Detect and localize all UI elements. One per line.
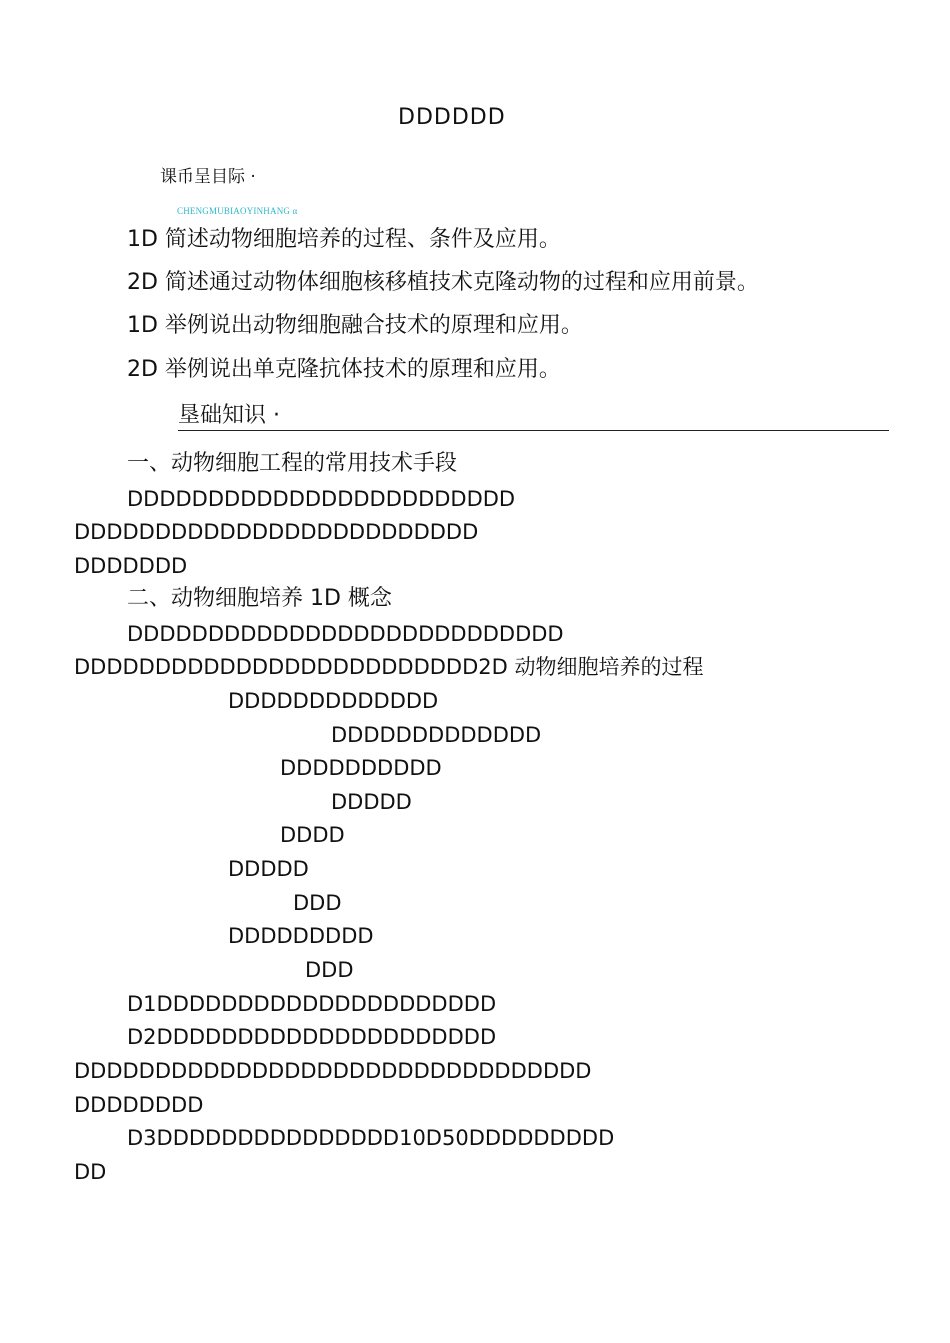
objective-item: 1D 举例说出动物细胞融合技术的原理和应用。 (127, 313, 583, 338)
body-line: D2DDDDDDDDDDDDDDDDDDDDD (127, 1025, 497, 1049)
process-step: DDDDDDDDDDDDD (331, 723, 542, 747)
document-title: DDDDDD (398, 105, 506, 130)
body-line: D1DDDDDDDDDDDDDDDDDDDDD (127, 992, 497, 1016)
objective-item: 2D 举例说出单克隆抗体技术的原理和应用。 (127, 357, 561, 382)
objectives-heading: 课币呈目际 · (160, 167, 256, 187)
process-step: DDDDD (228, 857, 309, 881)
body-line: DDDDDDD (74, 554, 188, 578)
body-line: DDDDDDDDDDDDDDDDDDDDDDDDDDDDDDDD (74, 1059, 592, 1083)
body-line: DDDDDDDDDDDDDDDDDDDDDDDD (127, 487, 516, 511)
section-divider (178, 430, 889, 431)
process-step: DDD (305, 958, 354, 982)
process-step: DDD (293, 891, 342, 915)
basics-heading: 垦础知识 · (178, 403, 280, 428)
objectives-pinyin: CHENGMUBIAOYINHANG α (177, 206, 298, 216)
section1-heading: 一、动物细胞工程的常用技术手段 (127, 451, 458, 476)
objective-item: 2D 简述通过动物体细胞核移植技术克隆动物的过程和应用前景。 (127, 270, 759, 295)
body-line: DDDDDDDDDDDDDDDDDDDDDDDDD2D 动物细胞培养的过程 (74, 655, 704, 679)
process-step: DDDDDDDDD (228, 924, 374, 948)
process-step: DDDD (280, 823, 345, 847)
process-step: DDDDD (331, 790, 412, 814)
body-line: DDDDDDDDDDDDDDDDDDDDDDDDD (74, 520, 479, 544)
body-line: DDDDDDDD (74, 1093, 204, 1117)
objective-item: 1D 简述动物细胞培养的过程、条件及应用。 (127, 227, 561, 252)
body-line: D3DDDDDDDDDDDDDDD10D50DDDDDDDDD (127, 1126, 615, 1150)
body-line: DDDDDDDDDDDDDDDDDDDDDDDDDDD (127, 622, 564, 646)
process-step: DDDDDDDDDD (280, 756, 442, 780)
body-line: DD (74, 1160, 107, 1184)
section2-heading: 二、动物细胞培养 1D 概念 (127, 586, 392, 611)
process-step: DDDDDDDDDDDDD (228, 689, 439, 713)
